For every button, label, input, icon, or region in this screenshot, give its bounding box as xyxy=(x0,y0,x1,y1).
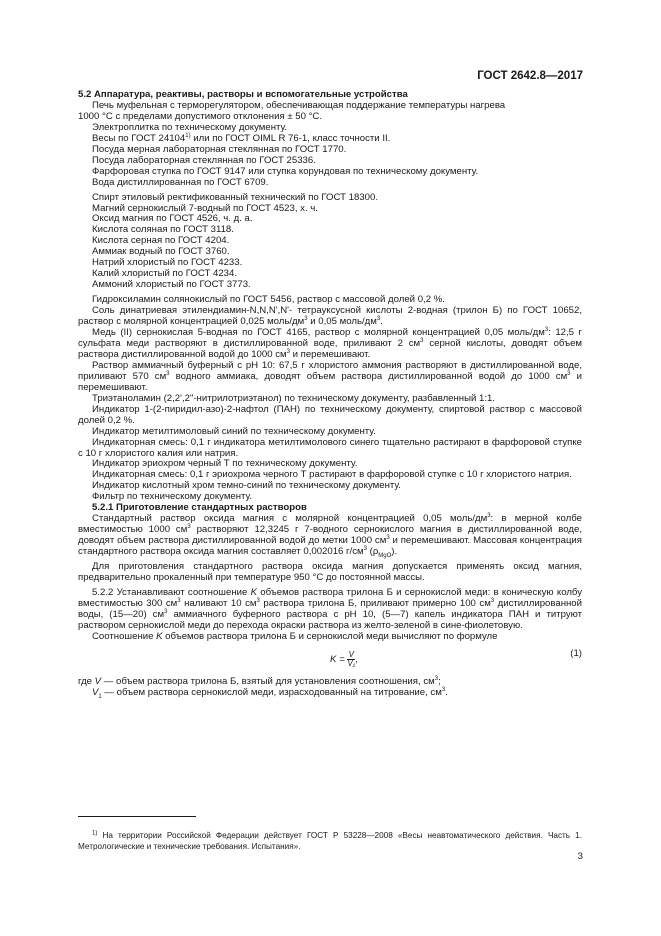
subsection-title-521: 5.2.1 Приготовление стандартных растворов xyxy=(92,502,307,514)
paragraph: Для приготовления стандартного раствора оксида магния допускается применять оксид магния, предварительно прокаленный при температуре 950 °С до постоянной массы. xyxy=(78,561,582,583)
list-item: Электроплитка по техническому документу. xyxy=(92,121,287,133)
list-item: Весы по ГОСТ 24104$^{1)}$ или по ГОСТ OIML R 76-1, класс точности II. xyxy=(92,132,391,144)
list-item: Аммоний хлористый по ГОСТ 3773. xyxy=(92,279,251,291)
paragraph: Индикатор эриохром черный Т по техническому документу. xyxy=(92,458,358,470)
list-item: Посуда лабораторная стеклянная по ГОСТ 25336. xyxy=(92,154,316,166)
list-item: Вода дистиллированная по ГОСТ 6709. xyxy=(92,176,269,188)
where-line-2: $V_1$ — объем раствора сернокислой меди, израсходованный на титрование, $см^3$. xyxy=(92,686,448,700)
list-item: Гидроксиламин солянокислый по ГОСТ 5456, раствор с массовой долей 0,2 %. xyxy=(92,294,445,306)
footnote-ref: 1) xyxy=(185,132,191,139)
list-item: Кислота серная по ГОСТ 4204. xyxy=(92,235,230,247)
list-item: Посуда мерная лабораторная стеклянная по ГОСТ 1770. xyxy=(92,143,347,155)
footnote-divider xyxy=(78,816,196,817)
paragraph: Индикаторная смесь: 0,1 г эриохрома черного Т растирают в фарфоровой ступке с 10 г хлористого натрия. xyxy=(92,469,572,481)
list-item: Натрий хлористый по ГОСТ 4233. xyxy=(92,257,243,269)
formula-number: (1) xyxy=(570,647,582,659)
page-number: 3 xyxy=(577,851,583,862)
list-item: Оксид магния по ГОСТ 4526, ч. д. а. xyxy=(92,213,253,225)
list-item: 1000 °С с пределами допустимого отклонения ± 50 °С. xyxy=(78,110,323,122)
section-title: 5.2 Аппаратура, реактивы, растворы и вспомогательные устройства xyxy=(78,89,408,100)
paragraph: Индикатор 1-(2-пиридил-азо)-2-нафтол (ПАН) по техническому документу, спиртовой раствор с массовой долей 0,2 %. xyxy=(78,403,582,426)
list-item: Аммиак водный по ГОСТ 3760. xyxy=(92,246,230,258)
formula-expression: K = $\frac{V}{\text{V₁}}$ , xyxy=(330,649,358,668)
fraction: $\frac{V}{\text{V₁}}$ xyxy=(347,649,356,668)
list-item: Калий хлористый по ГОСТ 4234. xyxy=(92,268,238,280)
paragraph: Индикатор кислотный хром темно-синий по техническому документу. xyxy=(92,480,401,492)
paragraph-copper-sulfate: Медь (II) сернокислая 5-водная по ГОСТ 4165, раствор с молярной концентрацией 0,05 моль/$дм^3$: 12,5 г сульфата меди растворяют в дистиллированной воде, приливают 2 $см^3$ серной кислоты, доводят объем раствора дистиллированной водой до 1000 $см^3$ и перемешивают. xyxy=(78,326,583,360)
paragraph: Триэтаноламин (2,2',2"-нитрилотриэтанол) по техническому документу, разбавленный 1:1. xyxy=(92,392,496,404)
formula-1 xyxy=(78,647,582,673)
document-header: ГОСТ 2642.8—2017 xyxy=(477,70,583,82)
page-body xyxy=(78,90,582,699)
paragraph-buffer: Раствор аммиачный буферный с рН 10: 67,5 г хлористого аммония растворяют в дистиллированной воде, приливают 570 $см^3$ водного аммиака, доводят объем раствора дистиллированной водой до 1000 $см^3$ и перемешивают. xyxy=(78,359,582,393)
list-item: Спирт этиловый ректификованный технический по ГОСТ 18300. xyxy=(92,191,378,203)
list-item: Печь муфельная с терморегулятором, обеспечивающая поддержание температуры нагрева xyxy=(92,99,506,111)
paragraph: Индикаторная смесь: 0,1 г индикатора метилтимолового синего тщательно растирают в фарфоровой ступке с 10 г хлористого калия или натрия. xyxy=(78,436,582,459)
footnote: $^{1)}$ На территории Российской Федерации действует ГОСТ Р 53228—2008 «Весы неавтоматического действия. Часть 1. Метрологические и технические требования. Испытания». xyxy=(78,830,582,851)
paragraph: Фильтр по техническому документу. xyxy=(92,491,253,503)
where-line-1: где V — объем раствора трилона Б, взятый для установления соотношения, $см^3$; xyxy=(78,675,441,687)
paragraph-trilon: Соль динатриевая этилендиамин-N,N,N',N'- тетрауксусной кислоты 2-водная (трилон Б) по ГОСТ 10652, раствор с молярной концентрацией 0,025 моль/$дм^3$ и 0,05 моль/$дм^3$. xyxy=(78,305,582,328)
paragraph-522: 5.2.2 Устанавливают соотношение K объемов раствора трилона Б и сернокислой меди: в коническую колбу вместимостью 300 $см^3$ наливают 10 $см^3$ раствора трилона Б, приливают примерно 100 $см^3$ дистиллированной воды, (15—20) $см^3$ аммиачного буферного раствора с рН 10, (5—7) капель индикатора ПАН и титруют раствором сернокислой меди до перехода окраски раствора из желто-зеленой в сине-фиолетовую. xyxy=(78,586,583,631)
paragraph-standard-solution: Стандартный раствор оксида магния с молярной концентрацией 0,05 моль/$дм^3$: в мерной колбе вместимостью 1000 $см^3$ растворяют 12,3245 г 7-водного сернокислого магния в дистиллированной воде, доводят объем раствора дистиллированной водой до метки 1000 $см^3$ и перемешивают. Массовая концентрация стандартного раствора оксида магния составляет 0,002016 $г/см^3$ $(\rho_{MgO})$. xyxy=(78,513,582,559)
paragraph: Индикатор метилтимоловый синий по техническому документу. xyxy=(92,425,376,437)
list-item: Кислота соляная по ГОСТ 3118. xyxy=(92,224,234,236)
list-item: Фарфоровая ступка по ГОСТ 9147 или ступка корундовая по техническому документу. xyxy=(92,165,479,177)
paragraph-ratio: Соотношение K объемов раствора трилона Б и сернокислой меди вычисляют по формуле xyxy=(92,630,498,642)
list-item: Магний сернокислый 7-водный по ГОСТ 4523, х. ч. xyxy=(92,202,318,214)
